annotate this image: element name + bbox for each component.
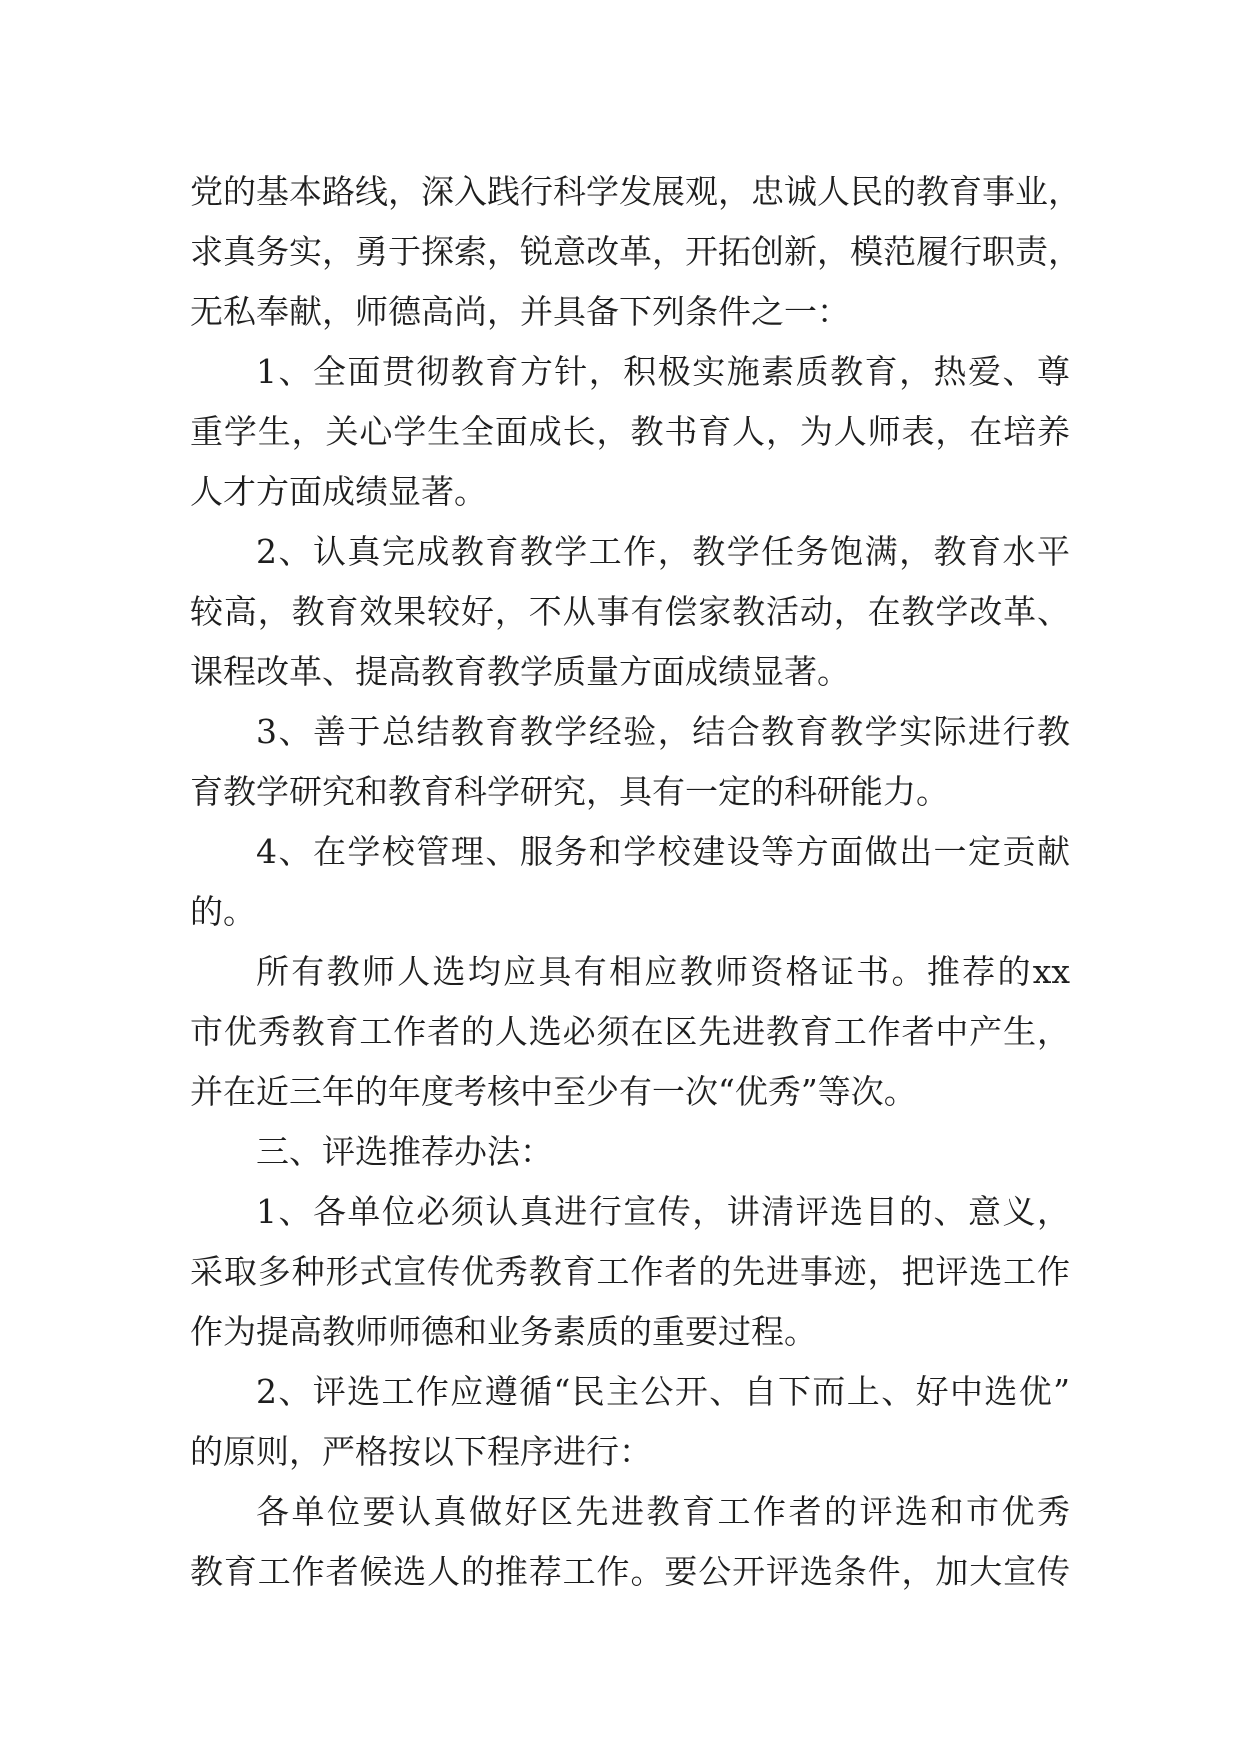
body-text-line: 2、评选工作应遵循“民主公开、自下而上、好中选优” bbox=[256, 1372, 1070, 1411]
body-text-line: 育教学研究和教育科学研究，具有一定的科研能力。 bbox=[190, 772, 949, 811]
body-text-line: 各单位要认真做好区先进教育工作者的评选和市优秀 bbox=[256, 1492, 1070, 1531]
body-text-line: 采取多种形式宣传优秀教育工作者的先进事迹，把评选工作 bbox=[190, 1252, 1070, 1291]
body-text-line: 4、在学校管理、服务和学校建设等方面做出一定贡献 bbox=[256, 832, 1070, 871]
body-text-line: 人才方面成绩显著。 bbox=[190, 472, 487, 511]
body-text-line: 较高，教育效果较好，不从事有偿家教活动，在教学改革、 bbox=[190, 592, 1070, 631]
body-text-line: 市优秀教育工作者的人选必须在区先进教育工作者中产生， bbox=[190, 1012, 1070, 1051]
body-text-line: 3、善于总结教育教学经验，结合教育教学实际进行教 bbox=[256, 712, 1070, 751]
body-text-line: 教育工作者候选人的推荐工作。要公开评选条件，加大宣传 bbox=[190, 1552, 1070, 1591]
body-text-line: 2、认真完成教育教学工作，教学任务饱满，教育水平 bbox=[256, 532, 1070, 571]
body-text-line: 的。 bbox=[190, 892, 256, 931]
body-text-line: 重学生，关心学生全面成长，教书育人，为人师表，在培养 bbox=[190, 412, 1070, 451]
body-text-line: 求真务实，勇于探索，锐意改革，开拓创新，模范履行职责， bbox=[190, 232, 1081, 271]
body-text-line: 作为提高教师师德和业务素质的重要过程。 bbox=[190, 1312, 817, 1351]
body-text-line: 所有教师人选均应具有相应教师资格证书。推荐的xx bbox=[256, 952, 1070, 991]
body-text-line: 1、全面贯彻教育方针，积极实施素质教育，热爱、尊 bbox=[256, 352, 1070, 391]
body-text-line: 1、各单位必须认真进行宣传，讲清评选目的、意义， bbox=[256, 1192, 1070, 1231]
body-text-line: 无私奉献，师德高尚，并具备下列条件之一： bbox=[190, 292, 850, 331]
section-heading: 三、评选推荐办法： bbox=[256, 1132, 553, 1171]
body-text-line: 并在近三年的年度考核中至少有一次“优秀”等次。 bbox=[190, 1072, 917, 1111]
body-text-line: 党的基本路线，深入践行科学发展观，忠诚人民的教育事业， bbox=[190, 172, 1081, 211]
body-text-line: 的原则，严格按以下程序进行： bbox=[190, 1432, 652, 1471]
body-text-line: 课程改革、提高教育教学质量方面成绩显著。 bbox=[190, 652, 850, 691]
